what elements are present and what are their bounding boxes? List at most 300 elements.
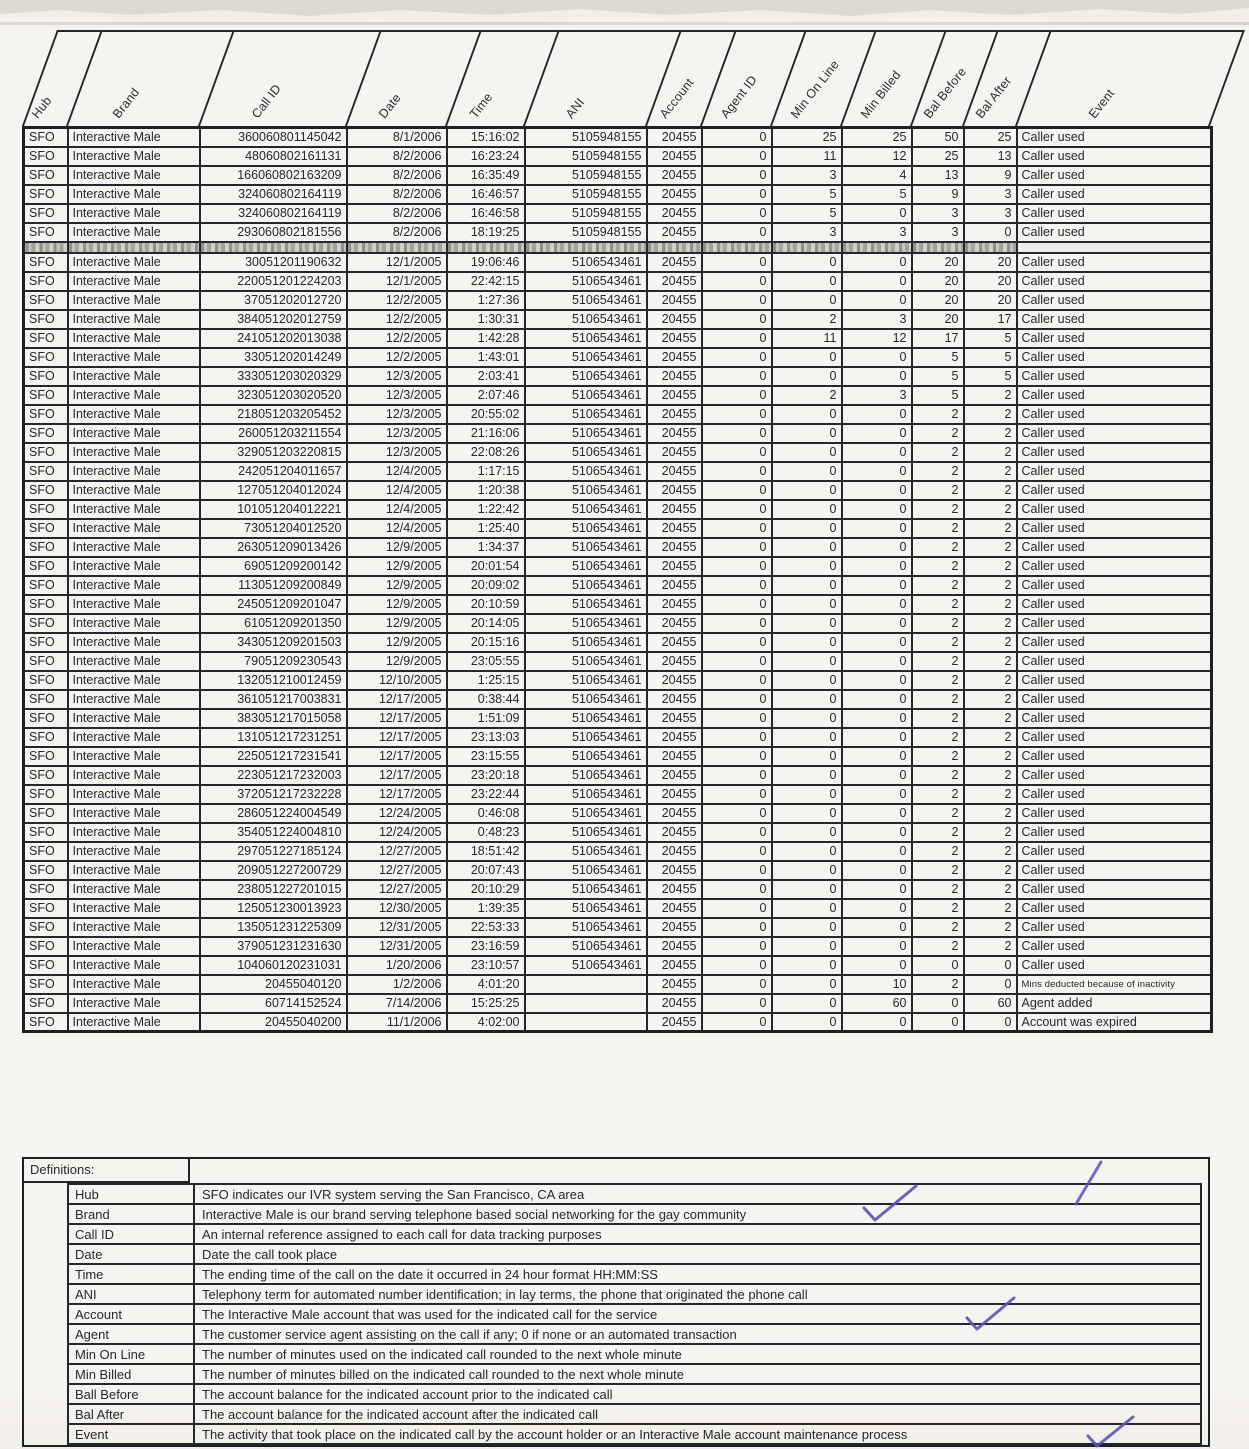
cell-bal-after: 0 bbox=[964, 975, 1017, 994]
header-label-min-billed: Min Billed bbox=[857, 68, 904, 121]
separator-cell bbox=[525, 242, 647, 253]
call-row bbox=[24, 185, 1212, 204]
cell-call-id: 297051227185124 bbox=[200, 842, 347, 861]
cell-hub: SFO bbox=[24, 166, 68, 185]
cell-hub: SFO bbox=[24, 443, 68, 462]
cell-event: Caller used bbox=[1017, 804, 1212, 823]
cell-event: Caller used bbox=[1017, 747, 1212, 766]
cell-bal-after: 0 bbox=[964, 956, 1017, 975]
call-row bbox=[24, 728, 1212, 747]
cell-bal-before: 20 bbox=[912, 253, 964, 272]
cell-account: 20455 bbox=[647, 424, 702, 443]
cell-event: Caller used bbox=[1017, 481, 1212, 500]
cell-ani: 5106543461 bbox=[525, 728, 647, 747]
cell-hub: SFO bbox=[24, 367, 68, 386]
cell-bal-after: 2 bbox=[964, 386, 1017, 405]
cell-bal-before: 2 bbox=[912, 899, 964, 918]
cell-brand: Interactive Male bbox=[68, 348, 200, 367]
cell-date: 12/9/2005 bbox=[347, 633, 447, 652]
definition-term: Min Billed bbox=[67, 1363, 195, 1383]
cell-time: 0:46:08 bbox=[447, 804, 525, 823]
cell-bal-before: 5 bbox=[912, 386, 964, 405]
definitions-title: Definitions: bbox=[24, 1159, 190, 1183]
cell-brand: Interactive Male bbox=[68, 937, 200, 956]
cell-time: 0:48:23 bbox=[447, 823, 525, 842]
cell-bal-before: 2 bbox=[912, 424, 964, 443]
cell-bal-before: 2 bbox=[912, 785, 964, 804]
definition-row-indent bbox=[24, 1363, 67, 1383]
call-row bbox=[24, 861, 1212, 880]
cell-min-on-line: 0 bbox=[772, 671, 842, 690]
cell-time: 0:38:44 bbox=[447, 690, 525, 709]
cell-min-on-line: 0 bbox=[772, 747, 842, 766]
cell-ani: 5106543461 bbox=[525, 880, 647, 899]
cell-agent-id: 0 bbox=[702, 861, 772, 880]
cell-agent-id: 0 bbox=[702, 500, 772, 519]
cell-date: 12/3/2005 bbox=[347, 405, 447, 424]
cell-call-id: 293060802181556 bbox=[200, 223, 347, 242]
cell-date: 1/2/2006 bbox=[347, 975, 447, 994]
definition-row-call-id bbox=[24, 1223, 1208, 1243]
cell-event: Caller used bbox=[1017, 538, 1212, 557]
cell-min-billed: 0 bbox=[842, 443, 912, 462]
definition-description: Telephony term for automated number identification; in lay terms, the phone that originated the phone call bbox=[195, 1283, 1202, 1303]
cell-time: 20:14:05 bbox=[447, 614, 525, 633]
cell-agent-id: 0 bbox=[702, 147, 772, 166]
header-label-hub: Hub bbox=[28, 93, 55, 121]
cell-min-billed: 4 bbox=[842, 166, 912, 185]
cell-agent-id: 0 bbox=[702, 253, 772, 272]
cell-time: 2:03:41 bbox=[447, 367, 525, 386]
cell-hub: SFO bbox=[24, 204, 68, 223]
cell-account: 20455 bbox=[647, 500, 702, 519]
definition-term: Min On Line bbox=[67, 1343, 195, 1363]
cell-agent-id: 0 bbox=[702, 918, 772, 937]
cell-event: Caller used bbox=[1017, 272, 1212, 291]
cell-event: Caller used bbox=[1017, 405, 1212, 424]
cell-bal-after: 0 bbox=[964, 223, 1017, 242]
cell-date: 12/31/2005 bbox=[347, 918, 447, 937]
cell-min-billed: 0 bbox=[842, 842, 912, 861]
cell-min-on-line: 0 bbox=[772, 842, 842, 861]
cell-bal-before: 2 bbox=[912, 595, 964, 614]
cell-event: Mins deducted because of inactivity bbox=[1017, 975, 1212, 994]
call-row bbox=[24, 166, 1212, 185]
cell-event: Caller used bbox=[1017, 652, 1212, 671]
cell-ani: 5106543461 bbox=[525, 861, 647, 880]
cell-ani: 5106543461 bbox=[525, 842, 647, 861]
cell-date: 12/2/2005 bbox=[347, 329, 447, 348]
cell-min-billed: 0 bbox=[842, 614, 912, 633]
cell-hub: SFO bbox=[24, 272, 68, 291]
cell-call-id: 20455040120 bbox=[200, 975, 347, 994]
cell-brand: Interactive Male bbox=[68, 918, 200, 937]
cell-hub: SFO bbox=[24, 918, 68, 937]
cell-min-on-line: 0 bbox=[772, 424, 842, 443]
cell-account: 20455 bbox=[647, 823, 702, 842]
cell-bal-after: 2 bbox=[964, 576, 1017, 595]
cell-bal-after: 2 bbox=[964, 481, 1017, 500]
cell-min-billed: 0 bbox=[842, 861, 912, 880]
cell-time: 16:46:58 bbox=[447, 204, 525, 223]
cell-account: 20455 bbox=[647, 728, 702, 747]
cell-min-billed: 0 bbox=[842, 937, 912, 956]
cell-bal-after: 2 bbox=[964, 538, 1017, 557]
cell-min-on-line: 0 bbox=[772, 614, 842, 633]
cell-time: 1:30:31 bbox=[447, 310, 525, 329]
cell-agent-id: 0 bbox=[702, 595, 772, 614]
cell-date: 12/17/2005 bbox=[347, 785, 447, 804]
cell-account: 20455 bbox=[647, 899, 702, 918]
cell-min-billed: 0 bbox=[842, 880, 912, 899]
cell-time: 1:17:15 bbox=[447, 462, 525, 481]
cell-brand: Interactive Male bbox=[68, 128, 200, 147]
separator-cell bbox=[347, 242, 447, 253]
cell-min-on-line: 0 bbox=[772, 899, 842, 918]
separator-cell bbox=[200, 242, 347, 253]
cell-agent-id: 0 bbox=[702, 481, 772, 500]
cell-agent-id: 0 bbox=[702, 519, 772, 538]
cell-date: 12/24/2005 bbox=[347, 823, 447, 842]
definition-row-ani bbox=[24, 1283, 1208, 1303]
definition-row-indent bbox=[24, 1403, 67, 1423]
call-row bbox=[24, 766, 1212, 785]
cell-call-id: 286051224004549 bbox=[200, 804, 347, 823]
cell-hub: SFO bbox=[24, 823, 68, 842]
cell-bal-before: 2 bbox=[912, 918, 964, 937]
cell-bal-before: 9 bbox=[912, 185, 964, 204]
definition-row-agent bbox=[24, 1323, 1208, 1343]
cell-date: 12/30/2005 bbox=[347, 899, 447, 918]
cell-time: 20:10:59 bbox=[447, 595, 525, 614]
cell-agent-id: 0 bbox=[702, 204, 772, 223]
torn-paper-edge bbox=[0, 0, 1249, 24]
cell-brand: Interactive Male bbox=[68, 147, 200, 166]
cell-ani: 5106543461 bbox=[525, 500, 647, 519]
cell-min-billed: 0 bbox=[842, 956, 912, 975]
cell-date: 12/17/2005 bbox=[347, 728, 447, 747]
cell-time: 21:16:06 bbox=[447, 424, 525, 443]
cell-time: 1:20:38 bbox=[447, 481, 525, 500]
cell-min-on-line: 11 bbox=[772, 329, 842, 348]
cell-time: 1:25:15 bbox=[447, 671, 525, 690]
cell-ani: 5105948155 bbox=[525, 204, 647, 223]
cell-time: 22:08:26 bbox=[447, 443, 525, 462]
cell-agent-id: 0 bbox=[702, 766, 772, 785]
cell-call-id: 225051217231541 bbox=[200, 747, 347, 766]
cell-min-on-line: 0 bbox=[772, 690, 842, 709]
cell-date: 12/27/2005 bbox=[347, 861, 447, 880]
cell-ani bbox=[525, 975, 647, 994]
cell-time: 22:53:33 bbox=[447, 918, 525, 937]
cell-agent-id: 0 bbox=[702, 747, 772, 766]
cell-ani: 5106543461 bbox=[525, 557, 647, 576]
cell-brand: Interactive Male bbox=[68, 272, 200, 291]
cell-time: 2:07:46 bbox=[447, 386, 525, 405]
cell-bal-before: 2 bbox=[912, 614, 964, 633]
cell-ani: 5106543461 bbox=[525, 956, 647, 975]
cell-ani: 5106543461 bbox=[525, 405, 647, 424]
cell-agent-id: 0 bbox=[702, 804, 772, 823]
cell-time: 18:51:42 bbox=[447, 842, 525, 861]
call-row bbox=[24, 937, 1212, 956]
cell-min-on-line: 0 bbox=[772, 576, 842, 595]
cell-brand: Interactive Male bbox=[68, 614, 200, 633]
cell-min-on-line: 2 bbox=[772, 386, 842, 405]
cell-agent-id: 0 bbox=[702, 652, 772, 671]
cell-date: 12/9/2005 bbox=[347, 652, 447, 671]
cell-account: 20455 bbox=[647, 367, 702, 386]
cell-date: 12/27/2005 bbox=[347, 842, 447, 861]
cell-ani: 5105948155 bbox=[525, 185, 647, 204]
definition-row-min-on-line bbox=[24, 1343, 1208, 1363]
cell-hub: SFO bbox=[24, 747, 68, 766]
cell-bal-after: 2 bbox=[964, 785, 1017, 804]
cell-min-billed: 0 bbox=[842, 918, 912, 937]
cell-ani: 5106543461 bbox=[525, 538, 647, 557]
cell-date: 12/9/2005 bbox=[347, 557, 447, 576]
cell-hub: SFO bbox=[24, 785, 68, 804]
cell-date: 12/2/2005 bbox=[347, 291, 447, 310]
cell-date: 12/31/2005 bbox=[347, 937, 447, 956]
cell-account: 20455 bbox=[647, 595, 702, 614]
cell-min-billed: 0 bbox=[842, 519, 912, 538]
definition-row-event bbox=[24, 1423, 1208, 1445]
cell-agent-id: 0 bbox=[702, 709, 772, 728]
cell-bal-after: 2 bbox=[964, 595, 1017, 614]
cell-bal-before: 5 bbox=[912, 348, 964, 367]
cell-ani: 5106543461 bbox=[525, 899, 647, 918]
cell-brand: Interactive Male bbox=[68, 785, 200, 804]
cell-bal-after: 2 bbox=[964, 899, 1017, 918]
cell-date: 12/4/2005 bbox=[347, 462, 447, 481]
definition-row-indent bbox=[24, 1183, 67, 1203]
cell-min-billed: 0 bbox=[842, 766, 912, 785]
cell-date: 12/3/2005 bbox=[347, 367, 447, 386]
cell-call-id: 132051210012459 bbox=[200, 671, 347, 690]
cell-hub: SFO bbox=[24, 481, 68, 500]
cell-time: 23:13:03 bbox=[447, 728, 525, 747]
separator-cell bbox=[772, 242, 842, 253]
cell-time: 20:10:29 bbox=[447, 880, 525, 899]
cell-account: 20455 bbox=[647, 880, 702, 899]
cell-min-on-line: 0 bbox=[772, 975, 842, 994]
cell-bal-after: 25 bbox=[964, 128, 1017, 147]
definition-description: The number of minutes billed on the indicated call rounded to the next whole minute bbox=[195, 1363, 1202, 1383]
definition-description: An internal reference assigned to each call for data tracking purposes bbox=[195, 1223, 1202, 1243]
cell-call-id: 263051209013426 bbox=[200, 538, 347, 557]
cell-min-billed: 0 bbox=[842, 1013, 912, 1032]
cell-call-id: 20455040200 bbox=[200, 1013, 347, 1032]
cell-event: Caller used bbox=[1017, 329, 1212, 348]
call-row bbox=[24, 147, 1212, 166]
cell-time: 23:15:55 bbox=[447, 747, 525, 766]
cell-time: 22:42:15 bbox=[447, 272, 525, 291]
cell-time: 15:25:25 bbox=[447, 994, 525, 1013]
cell-ani: 5106543461 bbox=[525, 614, 647, 633]
cell-time: 19:06:46 bbox=[447, 253, 525, 272]
cell-bal-after: 2 bbox=[964, 519, 1017, 538]
cell-hub: SFO bbox=[24, 633, 68, 652]
header-label-ani: ANI bbox=[562, 95, 588, 121]
cell-ani: 5106543461 bbox=[525, 443, 647, 462]
cell-event: Caller used bbox=[1017, 500, 1212, 519]
cell-brand: Interactive Male bbox=[68, 633, 200, 652]
cell-brand: Interactive Male bbox=[68, 405, 200, 424]
header-label-account: Account bbox=[656, 75, 697, 121]
cell-bal-after: 2 bbox=[964, 747, 1017, 766]
cell-bal-before: 2 bbox=[912, 842, 964, 861]
cell-hub: SFO bbox=[24, 576, 68, 595]
cell-min-on-line: 0 bbox=[772, 462, 842, 481]
cell-brand: Interactive Male bbox=[68, 766, 200, 785]
definition-description: The account balance for the indicated account prior to the indicated call bbox=[195, 1383, 1202, 1403]
cell-event: Caller used bbox=[1017, 367, 1212, 386]
cell-account: 20455 bbox=[647, 348, 702, 367]
cell-account: 20455 bbox=[647, 633, 702, 652]
cell-event: Caller used bbox=[1017, 291, 1212, 310]
cell-time: 4:02:00 bbox=[447, 1013, 525, 1032]
cell-agent-id: 0 bbox=[702, 823, 772, 842]
cell-event: Caller used bbox=[1017, 185, 1212, 204]
call-row bbox=[24, 804, 1212, 823]
definitions-rows bbox=[24, 1183, 1208, 1445]
cell-call-id: 135051231225309 bbox=[200, 918, 347, 937]
cell-brand: Interactive Male bbox=[68, 975, 200, 994]
definitions-title-row bbox=[24, 1159, 1208, 1183]
definition-term: Ball Before bbox=[67, 1383, 195, 1403]
cell-agent-id: 0 bbox=[702, 329, 772, 348]
definition-row-time bbox=[24, 1263, 1208, 1283]
cell-time: 16:46:57 bbox=[447, 185, 525, 204]
cell-ani: 5105948155 bbox=[525, 223, 647, 242]
cell-min-billed: 5 bbox=[842, 185, 912, 204]
cell-ani bbox=[525, 1013, 647, 1032]
cell-brand: Interactive Male bbox=[68, 424, 200, 443]
cell-min-billed: 0 bbox=[842, 291, 912, 310]
cell-ani: 5106543461 bbox=[525, 595, 647, 614]
cell-min-on-line: 0 bbox=[772, 956, 842, 975]
cell-min-on-line: 0 bbox=[772, 538, 842, 557]
cell-brand: Interactive Male bbox=[68, 500, 200, 519]
cell-date: 12/4/2005 bbox=[347, 500, 447, 519]
cell-bal-before: 2 bbox=[912, 747, 964, 766]
call-row bbox=[24, 348, 1212, 367]
cell-call-id: 242051204011657 bbox=[200, 462, 347, 481]
definition-description: SFO indicates our IVR system serving the San Francisco, CA area bbox=[195, 1183, 1202, 1203]
call-table-header bbox=[22, 30, 1210, 126]
cell-agent-id: 0 bbox=[702, 671, 772, 690]
cell-ani: 5106543461 bbox=[525, 633, 647, 652]
cell-min-billed: 0 bbox=[842, 538, 912, 557]
cell-date: 12/4/2005 bbox=[347, 519, 447, 538]
cell-brand: Interactive Male bbox=[68, 709, 200, 728]
cell-ani: 5106543461 bbox=[525, 709, 647, 728]
cell-event: Caller used bbox=[1017, 310, 1212, 329]
cell-bal-after: 2 bbox=[964, 633, 1017, 652]
cell-ani: 5106543461 bbox=[525, 785, 647, 804]
cell-hub: SFO bbox=[24, 147, 68, 166]
call-row bbox=[24, 557, 1212, 576]
cell-brand: Interactive Male bbox=[68, 166, 200, 185]
cell-date: 12/17/2005 bbox=[347, 747, 447, 766]
cell-bal-before: 2 bbox=[912, 975, 964, 994]
cell-brand: Interactive Male bbox=[68, 652, 200, 671]
definition-description: Date the call took place bbox=[195, 1243, 1202, 1263]
call-row bbox=[24, 204, 1212, 223]
cell-account: 20455 bbox=[647, 462, 702, 481]
cell-event: Caller used bbox=[1017, 223, 1212, 242]
call-row bbox=[24, 576, 1212, 595]
cell-brand: Interactive Male bbox=[68, 185, 200, 204]
cell-time: 15:16:02 bbox=[447, 128, 525, 147]
cell-bal-after: 60 bbox=[964, 994, 1017, 1013]
cell-account: 20455 bbox=[647, 310, 702, 329]
cell-event: Caller used bbox=[1017, 918, 1212, 937]
cell-min-billed: 0 bbox=[842, 823, 912, 842]
cell-bal-after: 2 bbox=[964, 557, 1017, 576]
definition-row-indent bbox=[24, 1243, 67, 1263]
definition-term: Account bbox=[67, 1303, 195, 1323]
cell-min-on-line: 11 bbox=[772, 147, 842, 166]
cell-call-id: 361051217003831 bbox=[200, 690, 347, 709]
cell-call-id: 383051217015058 bbox=[200, 709, 347, 728]
cell-call-id: 33051202014249 bbox=[200, 348, 347, 367]
call-row bbox=[24, 709, 1212, 728]
cell-bal-after: 2 bbox=[964, 500, 1017, 519]
cell-ani: 5106543461 bbox=[525, 747, 647, 766]
header-label-agent-id: Agent ID bbox=[717, 72, 760, 121]
cell-brand: Interactive Male bbox=[68, 367, 200, 386]
separator-cell bbox=[964, 242, 1017, 253]
cell-date: 12/17/2005 bbox=[347, 709, 447, 728]
cell-event: Agent added bbox=[1017, 994, 1212, 1013]
cell-call-id: 324060802164119 bbox=[200, 185, 347, 204]
cell-time: 4:01:20 bbox=[447, 975, 525, 994]
cell-min-billed: 0 bbox=[842, 785, 912, 804]
header-label-bal-after: Bal After bbox=[972, 73, 1015, 121]
cell-bal-before: 2 bbox=[912, 709, 964, 728]
cell-bal-before: 2 bbox=[912, 728, 964, 747]
cell-account: 20455 bbox=[647, 937, 702, 956]
cell-bal-after: 2 bbox=[964, 766, 1017, 785]
cell-bal-before: 2 bbox=[912, 937, 964, 956]
cell-min-billed: 0 bbox=[842, 557, 912, 576]
cell-event: Caller used bbox=[1017, 937, 1212, 956]
cell-call-id: 60714152524 bbox=[200, 994, 347, 1013]
cell-agent-id: 0 bbox=[702, 728, 772, 747]
cell-ani: 5106543461 bbox=[525, 766, 647, 785]
cell-min-billed: 0 bbox=[842, 652, 912, 671]
cell-min-billed: 3 bbox=[842, 310, 912, 329]
call-row bbox=[24, 747, 1212, 766]
definition-row-brand bbox=[24, 1203, 1208, 1223]
separator-cell bbox=[24, 242, 68, 253]
separator-cell bbox=[702, 242, 772, 253]
cell-call-id: 69051209200142 bbox=[200, 557, 347, 576]
cell-bal-after: 2 bbox=[964, 823, 1017, 842]
cell-date: 12/9/2005 bbox=[347, 614, 447, 633]
cell-bal-after: 20 bbox=[964, 291, 1017, 310]
cell-agent-id: 0 bbox=[702, 223, 772, 242]
cell-bal-before: 2 bbox=[912, 766, 964, 785]
cell-brand: Interactive Male bbox=[68, 880, 200, 899]
scan-artifact-line bbox=[0, 22, 1249, 25]
cell-agent-id: 0 bbox=[702, 975, 772, 994]
cell-date: 12/3/2005 bbox=[347, 424, 447, 443]
cell-date: 12/3/2005 bbox=[347, 386, 447, 405]
cell-date: 8/1/2006 bbox=[347, 128, 447, 147]
